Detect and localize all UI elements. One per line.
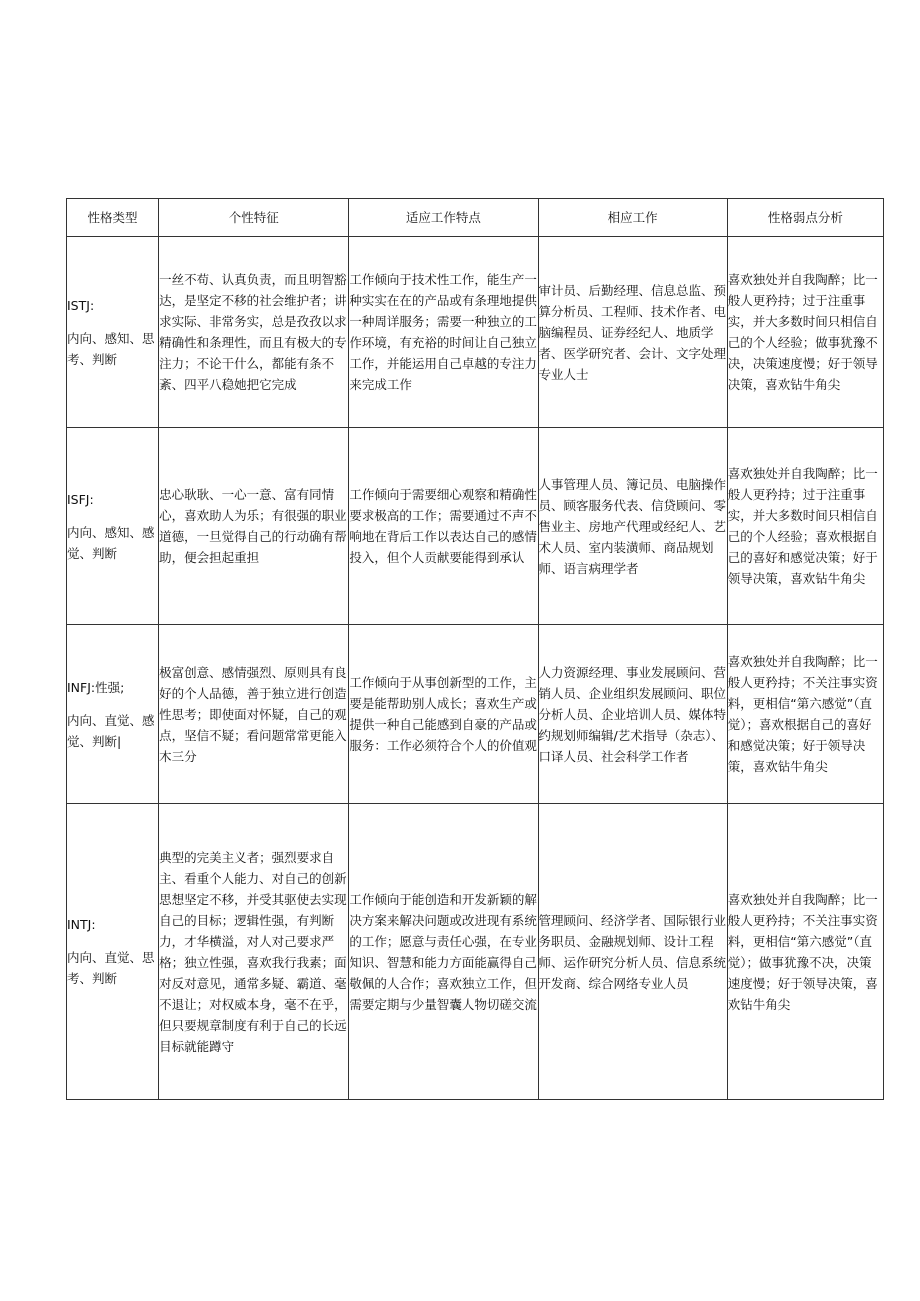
work-features-cell: 工作倾向于技术性工作，能生产一种实实在在的产品或有条理地提供一种周详服务；需要一种独立的工作环境，有充裕的时间让自己独立工作，并能运用自己卓越的专注力来完成工作 — [349, 237, 538, 428]
type-code: INTJ: — [67, 917, 96, 932]
header-type: 性格类型 — [67, 199, 159, 237]
table-row — [67, 625, 884, 804]
header-weakness: 性格弱点分析 — [727, 199, 883, 237]
header-jobs: 相应工作 — [538, 199, 727, 237]
jobs-cell: 管理顾问、经济学者、国际银行业务职员、金融规划师、设计工程师、运作研究分析人员、信息系统开发商、综合网络专业人员 — [538, 804, 727, 1100]
weakness-cell: 喜欢独处并自我陶醉；比一般人更矜持；过于注重事实，并大多数时间只相信自己的个人经验；喜欢根据自己的喜好和感觉决策；好于领导决策，喜欢钻牛角尖 — [727, 428, 883, 625]
table-row — [67, 237, 884, 428]
header-row — [67, 199, 884, 237]
type-cell — [67, 237, 159, 428]
table-row — [67, 428, 884, 625]
weakness-cell: 喜欢独处并自我陶醉；比一般人更矜持；过于注重事实，并大多数时间只相信自己的个人经验；做事犹豫不决，决策速度慢；好于领导决策，喜欢钻牛角尖 — [727, 237, 883, 428]
work-features-cell: 工作倾向于需要细心观察和精确性要求极高的工作；需要通过不声不响地在背后工作以表达自己的感情投入，但个人贡献要能得到承认 — [349, 428, 538, 625]
personality-table — [66, 198, 884, 1100]
traits-cell: 典型的完美主义者；强烈要求自主、看重个人能力、对自己的创新思想坚定不移，并受其驱使去实现自己的目标；逻辑性强，有判断力，才华横溢，对人对己要求严格；独立性强，喜欢我行我素；面对反对意见，通常多疑、霸道、毫不退让；对权威本身，毫不在乎，但只要规章制度有利于自己的长远目标就能蹲守 — [159, 804, 349, 1100]
traits-cell: 一丝不苟、认真负责，而且明智豁达，是坚定不移的社会维护者；讲求实际、非常务实，总是孜孜以求精确性和条理性，而且有极大的专注力；不论干什么，都能有条不紊、四平八稳她把它完成 — [159, 237, 349, 428]
type-code: ISFJ: — [67, 491, 94, 507]
work-features-cell: 工作倾向于从事创新型的工作，主要是能帮助别人成长；喜欢生产或提供一种自己能感到自豪的产品或服务：工作必须符合个人的价值观 — [349, 625, 538, 804]
header-work-features: 适应工作特点 — [349, 199, 538, 237]
type-desc: 内向、直觉、感觉、判断| — [67, 712, 155, 749]
type-code: ISTJ: — [67, 297, 95, 313]
type-cell — [67, 804, 159, 1100]
jobs-cell: 人事管理人员、簿记员、电脑操作员、顾客服务代表、信贷顾问、零售业主、房地产代理或经纪人、艺术人员、室内装潢师、商品规划师、语言病理学者 — [538, 428, 727, 625]
type-code: INFJ:性强; — [67, 679, 125, 695]
type-cell — [67, 625, 159, 804]
work-features-cell: 工作倾向于能创造和开发新颖的解决方案来解决问题或改进现有系统的工作；愿意与责任心强，在专业知识、智慧和能力方面能赢得自己敬佩的人合作；喜欢独立工作，但需要定期与少量智囊人物切磋交流 — [349, 804, 538, 1100]
type-desc: 内向、直觉、思考、判断 — [67, 950, 155, 986]
table-row — [67, 804, 884, 1100]
type-desc: 内向、感知、思考、判断 — [67, 330, 155, 367]
jobs-cell: 人力资源经理、事业发展顾问、营销人员、企业组织发展顾问、职位分析人员、企业培训人员、媒体特约规划师编辑/艺术指导（杂志）、口译人员、社会科学工作者 — [538, 625, 727, 804]
type-desc: 内向、感知、感觉、判断 — [67, 524, 155, 561]
header-traits: 个性特征 — [159, 199, 349, 237]
traits-cell: 极富创意、感情强烈、原则具有良好的个人品德，善于独立进行创造性思考；即使面对怀疑，自己的观点，坚信不疑；看问题常常更能入木三分 — [159, 625, 349, 804]
weakness-cell: 喜欢独处并自我陶醉；比一般人更矜持；不关注事实资料，更相信“第六感觉”（直觉）；做事犹豫不决，决策速度慢；好于领导决策，喜欢钻牛角尖 — [727, 804, 883, 1100]
jobs-cell: 审计员、后勤经理、信息总监、预算分析员、工程师、技术作者、电脑编程员、证券经纪人、地质学者、医学研究者、会计、文字处理专业人士 — [538, 237, 727, 428]
weakness-cell: 喜欢独处并自我陶醉；比一般人更矜持；不关注事实资料，更相信“第六感觉”（直觉）；喜欢根据自己的喜好和感觉决策；好于领导决策，喜欢钻牛角尖 — [727, 625, 883, 804]
type-cell — [67, 428, 159, 625]
traits-cell: 忠心耿耿、一心一意、富有同情心，喜欢助人为乐；有很强的职业道德，一旦觉得自己的行动确有帮助，便会担起重担 — [159, 428, 349, 625]
